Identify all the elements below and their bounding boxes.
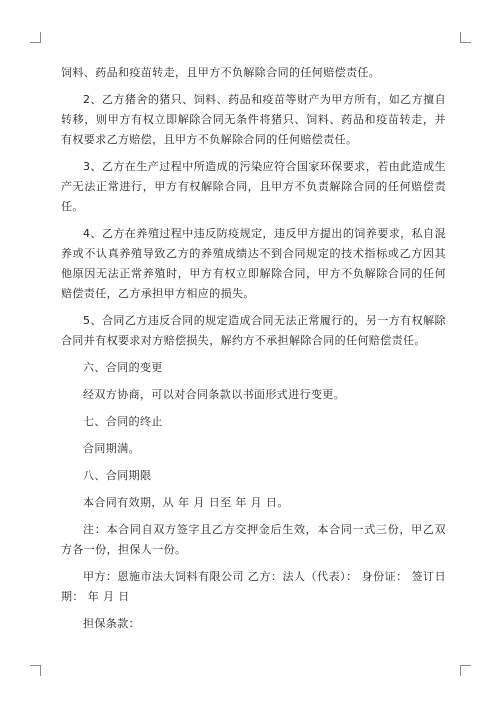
- paragraph: 甲方：恩施市法大饲料有限公司 乙方：法人（代表）： 身份证： 签订日期： 年 月 日: [61, 570, 446, 603]
- crop-mark-top-right: [460, 32, 471, 43]
- crop-mark-bottom-left: [30, 665, 41, 676]
- paragraph: 担保条款：: [83, 617, 140, 630]
- paragraph: 六、合同的变更: [83, 361, 163, 374]
- paragraph: 注：本合同自双方签字且乙方交押金后生效，本合同一式三份，甲乙双方各一份，担保人一份。: [61, 523, 446, 556]
- paragraph: 5、合同乙方违反合同的规定造成合同无法正常履行的，另一方有权解除合同并有权要求对方赔偿损失，解约方不承担解除合同的任何赔偿责任。: [61, 314, 446, 347]
- document-body: [61, 63, 446, 641]
- paragraph: 经双方协商，可以对合同条款以书面形式进行变更。: [83, 388, 346, 401]
- crop-mark-top-left: [30, 32, 41, 43]
- paragraph: 七、合同的终止: [83, 415, 163, 428]
- paragraph: 2、乙方猪舍的猪只、饲料、药品和疫苗等财产为甲方所有，如乙方擅自转移，则甲方有权立即解除合同无条件将猪只、饲料、药品和疫苗转走，并有权要求乙方赔偿，且甲方不负解除合同的任何赔偿责任。: [61, 93, 446, 146]
- paragraph: 4、乙方在养殖过程中违反防疫规定，违反甲方提出的饲养要求，私自混养或不认真养殖导致乙方的养殖成绩达不到合同规定的技术指标或乙方因其他原因无法正常养殖时，甲方有权立即解除合同，甲方不负解除合同的任何赔偿责任，乙方承担甲方相应的损失。: [61, 227, 446, 300]
- crop-mark-bottom-right: [460, 665, 471, 676]
- paragraph: 本合同有效期，从 年 月 日至 年 月 日。: [83, 496, 289, 509]
- paragraph: 八、合同期限: [83, 469, 152, 482]
- paragraph: 饲料、药品和疫苗转走，且甲方不负解除合同的任何赔偿责任。: [61, 66, 381, 79]
- paragraph: 合同期满。: [83, 442, 140, 455]
- paragraph: 3、乙方在生产过程中所造成的污染应符合国家环保要求，若由此造成生产无法正常进行，甲方有权解除合同，且甲方不负责解除合同的任何赔偿责任。: [61, 160, 446, 213]
